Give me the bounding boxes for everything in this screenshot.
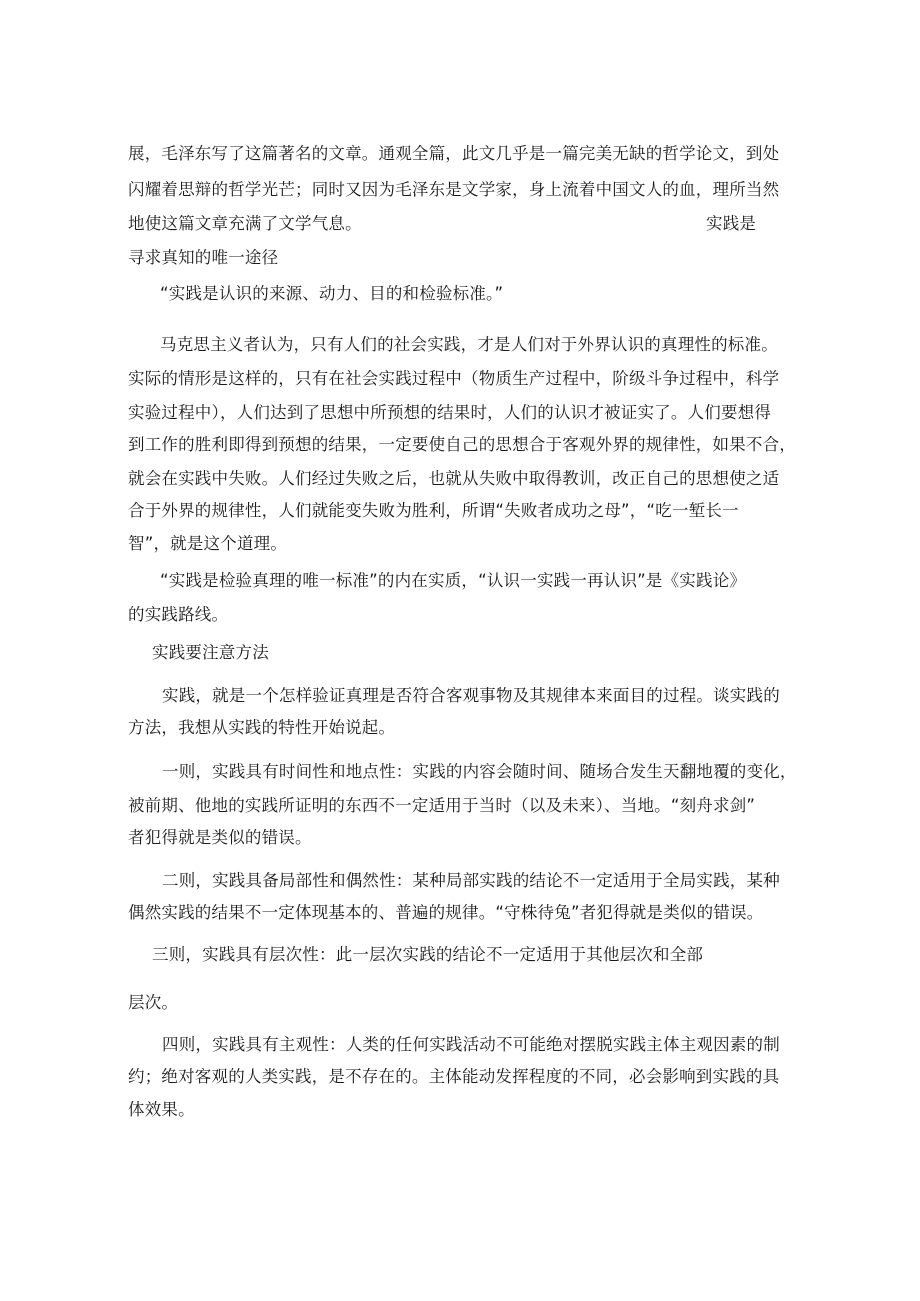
text-line: 约；绝对客观的人类实践，是不存在的。主体能动发挥程度的不同，必会影响到实践的具	[128, 1067, 780, 1086]
text-line: 层次。	[128, 993, 179, 1012]
text-line: 一则，实践具有时间性和地点性：实践的内容会随时间、随场合发生天翻地覆的变化，	[162, 762, 797, 781]
text-line: 到工作的胜利即得到预想的结果，一定要使自己的思想合于客观外界的规律性，如果不合，	[128, 435, 796, 454]
text-line: 实际的情形是这样的，只有在社会实践过程中（物质生产过程中，阶级斗争过程中，科学	[128, 369, 780, 388]
text-line: 的实践路线。	[128, 605, 229, 624]
text-line: “实践是检验真理的唯一标准”的内在实质，“认识一实践一再认识”是《实践论》	[160, 571, 747, 590]
text-line: 实验过程中），人们达到了思想中所预想的结果时，人们的认识才被证实了。人们要想得	[128, 403, 772, 422]
text-line: 偶然实践的结果不一定体现基本的、普遍的规律。“守株待兔”者犯得就是类似的错误。	[128, 903, 764, 922]
text-line: 方法，我想从实践的特性开始说起。	[128, 718, 396, 737]
text-line: 就会在实践中失败。人们经过失败之后，也就从失败中取得教训，改正自己的思想使之适	[128, 469, 780, 488]
text-line: 闪耀着思辩的哲学光芒；同时又因为毛泽东是文学家，身上流着中国文人的血，理所当然	[128, 180, 780, 199]
text-line: 实践，就是一个怎样验证真理是否符合客观事物及其规律本来面目的过程。谈实践的	[162, 686, 780, 705]
text-line: 者犯得就是类似的错误。	[128, 828, 312, 847]
text-line: 智”，就是这个道理。	[128, 534, 288, 553]
text-line: 合于外界的规律性，人们就能变失败为胜利，所谓“失败者成功之母”，“吃一堑长一	[128, 501, 739, 520]
text-line: 三则，实践具有层次性：此一层次实践的结论不一定适用于其他层次和全部	[152, 945, 704, 964]
section-heading: 实践要注意方法	[152, 643, 269, 662]
section-heading: 寻求真知的唯一途径	[128, 248, 279, 267]
text-line: 被前期、他地的实践所证明的东西不一定适用于当时（以及未来）、当地。“刻舟求剑”	[128, 796, 756, 815]
text-line: 马克思主义者认为，只有人们的社会实践，才是人们对于外界认识的真理性的标准。	[160, 335, 778, 354]
text-line: 体效果。	[128, 1100, 195, 1119]
quote-line: “实践是认识的来源、动力、目的和检验标准。”	[160, 284, 504, 303]
section-heading-part: 实践是	[706, 214, 757, 233]
text-line: 地使这篇文章充满了文学气息。	[128, 214, 362, 233]
text-line: 二则，实践具备局部性和偶然性：某种局部实践的结论不一定适用于全局实践，某种	[162, 871, 780, 890]
text-line: 四则，实践具有主观性：人类的任何实践活动不可能绝对摆脱实践主体主观因素的制	[162, 1035, 780, 1054]
text-line: 展，毛泽东写了这篇著名的文章。通观全篇，此文几乎是一篇完美无缺的哲学论文，到处	[128, 144, 780, 163]
